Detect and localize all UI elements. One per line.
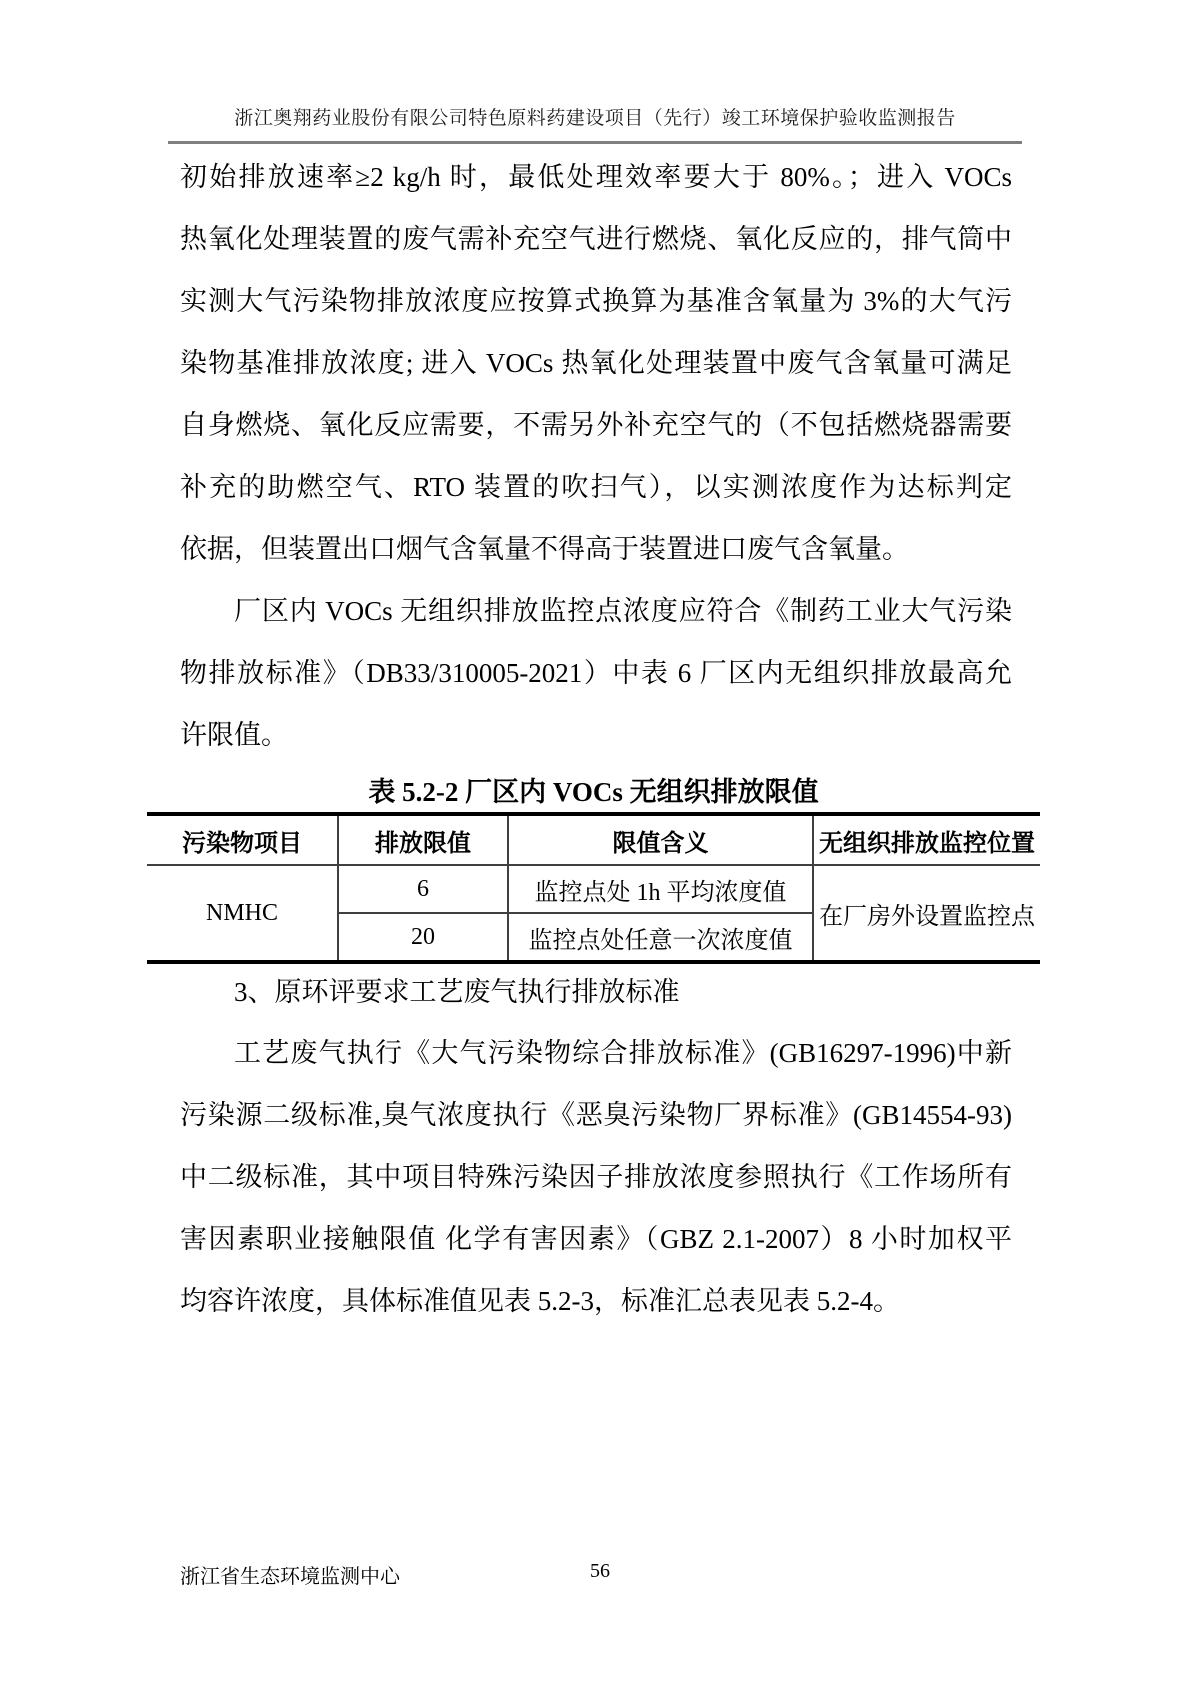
footer-page-number: 56: [590, 1560, 610, 1582]
paragraph-line: 初始排放速率≥2 kg/h 时，最低处理效率要大于 80%。；进入 VOCs: [180, 162, 1012, 192]
paragraph-line: 厂区内 VOCs 无组织排放监控点浓度应符合《制药工业大气污染: [234, 596, 1012, 626]
table-row: [147, 865, 1040, 913]
paragraph-line: 许限值。: [180, 720, 288, 750]
col-header-location: 无组织排放监控位置: [813, 814, 1040, 865]
paragraph-line: 污染源二级标准,臭气浓度执行《恶臭污染物厂界标准》(GB14554-93): [180, 1100, 1012, 1130]
paragraph-line: 实测大气污染物排放浓度应按算式换算为基准含氧量为 3%的大气污: [180, 286, 1012, 316]
header-divider: [168, 141, 1022, 144]
cell-limit: 20: [338, 913, 508, 962]
cell-pollutant: NMHC: [205, 899, 278, 926]
cell-meaning: 监控点处任意一次浓度值: [508, 913, 813, 962]
body-paragraphs: [180, 146, 1012, 766]
footer-organization: 浙江省生态环境监测中心: [180, 1566, 400, 1588]
paragraph-line: 中二级标准，其中项目特殊污染因子排放浓度参照执行《工作场所有: [180, 1162, 1012, 1192]
table-caption: 表 5.2-2 厂区内 VOCs 无组织排放限值: [368, 777, 819, 807]
section-heading-text: 3、原环评要求工艺废气执行排放标准: [234, 977, 680, 1007]
table-header-row: [147, 814, 1040, 865]
body-paragraphs: [180, 1022, 1012, 1332]
cell-limit: 6: [338, 865, 508, 913]
paragraph-line: 工艺废气执行《大气污染物综合排放标准》(GB16297-1996)中新: [234, 1038, 1012, 1068]
voc-limits-table: [147, 812, 1040, 964]
paragraph-line: 物排放标准》（DB33/310005-2021）中表 6 厂区内无组织排放最高允: [180, 658, 1012, 688]
paragraph-line: 害因素职业接触限值 化学有害因素》（GBZ 2.1-2007）8 小时加权平: [180, 1224, 1012, 1254]
cell-meaning: 监控点处 1h 平均浓度值: [508, 865, 813, 913]
paragraph-line: 热氧化处理装置的废气需补充空气进行燃烧、氧化反应的，排气筒中: [180, 224, 1012, 254]
col-header-meaning: 限值含义: [508, 814, 813, 865]
paragraph-line: 均容许浓度，具体标准值见表 5.2-3，标准汇总表见表 5.2-4。: [180, 1286, 900, 1316]
paragraph-line: 自身燃烧、氧化反应需要，不需另外补充空气的（不包括燃烧器需要: [180, 410, 1012, 440]
paragraph-line: 依据，但装置出口烟气含氧量不得高于装置进口废气含氧量。: [180, 534, 909, 564]
col-header-limit: 排放限值: [338, 814, 508, 865]
section-heading: [180, 961, 1012, 1023]
page-header-title: 浙江奥翔药业股份有限公司特色原料药建设项目（先行）竣工环境保护验收监测报告: [234, 108, 956, 129]
paragraph-line: 补充的助燃空气、RTO 装置的吹扫气），以实测浓度作为达标判定: [180, 472, 1012, 502]
col-header-pollutant: 污染物项目: [147, 814, 338, 865]
cell-location: 在厂房外设置监控点: [813, 865, 1040, 962]
paragraph-line: 染物基准排放浓度; 进入 VOCs 热氧化处理装置中废气含氧量可满足: [180, 348, 1012, 378]
